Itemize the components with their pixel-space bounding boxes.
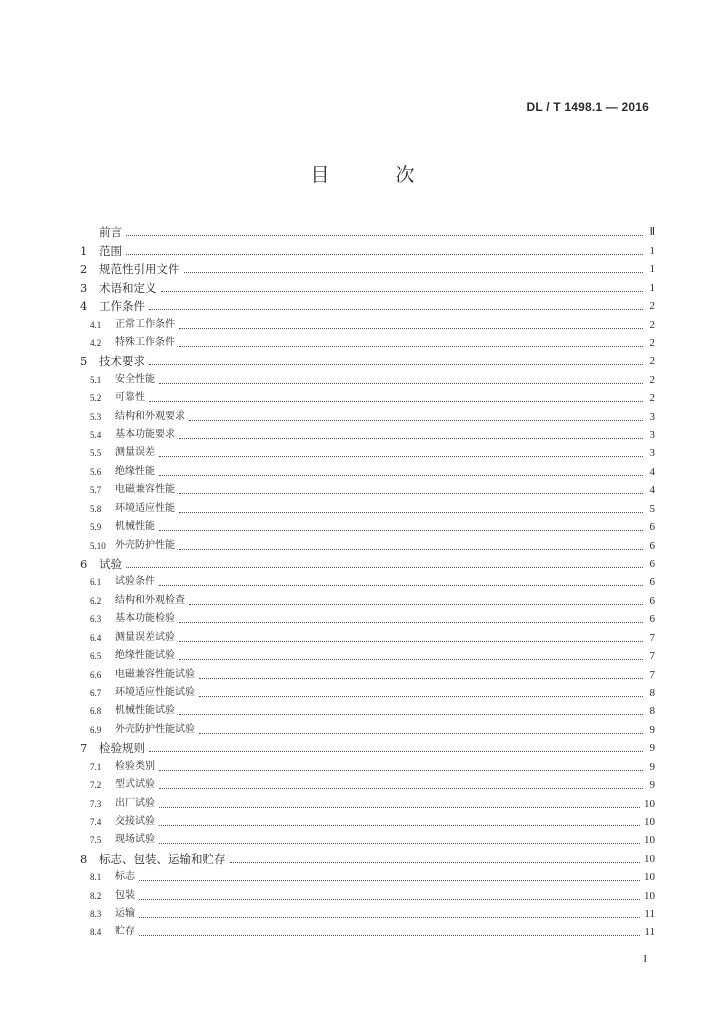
toc-entry[interactable]: [80, 460, 655, 478]
toc-entry-label: 试验条件: [115, 576, 155, 588]
footer-page-number: I: [643, 953, 647, 965]
toc-entry-label: 绝缘性能试验: [115, 650, 175, 662]
toc-entry-page: 2: [649, 300, 655, 313]
toc-entry[interactable]: [80, 626, 655, 644]
toc-entry-number: 3: [80, 280, 88, 295]
toc-entry-page: 10: [644, 852, 655, 865]
dot-leader: [159, 824, 640, 826]
toc-entry-page: 9: [649, 742, 655, 755]
toc-entry-number: 8.2: [90, 890, 102, 901]
dot-leader: [159, 455, 643, 457]
toc-entry-label: 出厂试验: [115, 797, 155, 809]
dot-leader: [199, 677, 643, 679]
toc-entry[interactable]: [80, 368, 655, 386]
toc-entry-label: 前言: [99, 225, 122, 240]
toc-entry-label: 结构和外观检查: [115, 594, 185, 606]
dot-leader: [179, 658, 643, 660]
toc-entry-label: 基本功能检验: [115, 613, 175, 625]
toc-entry[interactable]: [80, 608, 655, 626]
toc-entry-label: 外壳防护性能试验: [115, 723, 195, 735]
toc-entry-page: 10: [644, 815, 655, 828]
toc-entry-page: 6: [649, 521, 655, 534]
toc-entry-page: 6: [649, 613, 655, 626]
toc-entry-number: 5: [80, 354, 88, 369]
toc-entry[interactable]: [80, 258, 655, 276]
dot-leader: [179, 621, 643, 623]
toc-entry[interactable]: [80, 313, 655, 331]
toc-entry-page: 6: [649, 594, 655, 607]
toc-entry[interactable]: [80, 479, 655, 497]
toc-entry-page: 6: [649, 558, 655, 571]
dot-leader: [179, 548, 643, 550]
toc-entry-page: 2: [649, 355, 655, 368]
toc-entry-label: 电磁兼容性能试验: [115, 668, 195, 680]
toc-entry-label: 标志、包装、运输和贮存: [99, 851, 226, 866]
toc-entry-number: 5.1: [90, 374, 102, 385]
toc-entry[interactable]: [80, 700, 655, 718]
toc-entry[interactable]: [80, 921, 655, 939]
toc-entry-page: 10: [644, 871, 655, 884]
toc-entry-label: 正常工作条件: [115, 318, 175, 330]
toc-entry-number: 8.1: [90, 872, 102, 883]
dot-leader: [149, 400, 643, 402]
dot-leader: [159, 382, 643, 384]
dot-leader: [139, 879, 640, 881]
toc-entry[interactable]: [80, 332, 655, 350]
toc-entry-page: 2: [649, 373, 655, 386]
toc-entry-page: 7: [649, 650, 655, 663]
toc-entry-label: 机械性能试验: [115, 705, 175, 717]
toc-entry-page: 6: [649, 576, 655, 589]
toc-entry[interactable]: [80, 424, 655, 442]
dot-leader: [189, 603, 643, 605]
toc-entry[interactable]: [80, 442, 655, 460]
toc-entry[interactable]: [80, 553, 655, 571]
toc-entry-number: 5.7: [90, 485, 102, 496]
toc-entry-label: 试验: [99, 557, 122, 572]
toc-entry-number: 7: [80, 741, 88, 756]
toc-entry-page: 9: [649, 760, 655, 773]
toc-entry[interactable]: [80, 663, 655, 681]
toc-entry-page: 3: [649, 447, 655, 460]
dot-leader: [159, 529, 643, 531]
toc-entry-number: 6.2: [90, 595, 102, 606]
dot-leader: [139, 916, 640, 918]
toc-entry[interactable]: [80, 405, 655, 423]
toc-entry-page: 7: [649, 631, 655, 644]
toc-entry-page: 6: [649, 539, 655, 552]
toc-entry[interactable]: [80, 903, 655, 921]
toc-entry-page: 2: [649, 392, 655, 405]
toc-entry-label: 测量误差: [115, 447, 155, 459]
toc-entry-page: 5: [649, 502, 655, 515]
toc-entry-label: 测量误差试验: [115, 631, 175, 643]
dot-leader: [199, 732, 643, 734]
dot-leader: [126, 253, 643, 255]
toc-entry-number: 7.1: [90, 761, 102, 772]
toc-entry-label: 结构和外观要求: [115, 410, 185, 422]
toc-entry-number: 7.3: [90, 798, 102, 809]
toc-entry[interactable]: [80, 811, 655, 829]
standard-code: DL / T 1498.1 — 2016: [526, 100, 649, 114]
toc-entry-number: 6.1: [90, 577, 102, 588]
toc-entry[interactable]: [80, 387, 655, 405]
toc-entry-number: 7.4: [90, 816, 102, 827]
toc-entry-number: 7.2: [90, 780, 102, 791]
dot-leader: [179, 511, 643, 513]
dot-leader: [126, 234, 643, 236]
dot-leader: [149, 750, 643, 752]
toc-entry[interactable]: [80, 295, 655, 313]
toc-entry[interactable]: [80, 534, 655, 552]
toc-entry[interactable]: [80, 645, 655, 663]
toc-entry-number: 6.4: [90, 632, 102, 643]
toc-entry[interactable]: [80, 239, 655, 257]
dot-leader: [159, 584, 643, 586]
toc-entry-page: 4: [649, 465, 655, 478]
toc-entry-label: 检验规则: [99, 741, 145, 756]
dot-leader: [179, 345, 643, 347]
toc-entry-number: 5.3: [90, 411, 102, 422]
toc-entry-number: 5.6: [90, 466, 102, 477]
toc-entry-label: 贮存: [115, 926, 135, 938]
dot-leader: [159, 787, 643, 789]
toc-entry-page: 3: [649, 410, 655, 423]
toc-entry-number: 5.8: [90, 503, 102, 514]
toc-entry[interactable]: [80, 755, 655, 773]
dot-leader: [149, 363, 643, 365]
toc-entry-page: 10: [644, 889, 655, 902]
dot-leader: [179, 327, 643, 329]
toc-entry-label: 交接试验: [115, 815, 155, 827]
toc-entry-number: 5.10: [90, 540, 106, 551]
toc-entry[interactable]: [80, 847, 655, 865]
toc-entry-number: 5.4: [90, 430, 102, 441]
toc-entry-page: 10: [644, 834, 655, 847]
toc-entry[interactable]: [80, 774, 655, 792]
toc-entry-number: 7.5: [90, 835, 102, 846]
toc-entry-number: 6.7: [90, 687, 102, 698]
toc-entry-page: 8: [649, 705, 655, 718]
dot-leader: [179, 437, 643, 439]
toc-entry-number: 6: [80, 557, 88, 572]
toc-entry-page: 2: [649, 336, 655, 349]
toc-entry-label: 术语和定义: [99, 280, 157, 295]
toc-entry-label: 运输: [115, 908, 135, 920]
toc-entry-number: 4.2: [90, 337, 102, 348]
toc-entry-page: 2: [649, 318, 655, 331]
toc-entry[interactable]: [80, 884, 655, 902]
toc-entry[interactable]: [80, 350, 655, 368]
toc-entry-number: 5.5: [90, 448, 102, 459]
toc-entry-page: 1: [649, 281, 655, 294]
dot-leader: [230, 861, 641, 863]
toc-entry-number: 8.3: [90, 909, 102, 920]
dot-leader: [179, 492, 643, 494]
toc-entry-page: 3: [649, 429, 655, 442]
toc-entry[interactable]: [80, 571, 655, 589]
toc-entry-label: 工作条件: [99, 299, 145, 314]
page-title: 目 次: [310, 164, 445, 186]
toc-entry-number: 8: [80, 851, 88, 866]
toc-entry-number: 5.2: [90, 393, 102, 404]
toc-entry[interactable]: [80, 589, 655, 607]
toc-entry-number: 5.9: [90, 522, 102, 533]
toc-entry-page: 11: [644, 926, 655, 939]
toc-entry-number: 6.9: [90, 724, 102, 735]
toc-entry-number: 4.1: [90, 319, 102, 330]
dot-leader: [159, 842, 640, 844]
toc-entry[interactable]: [80, 718, 655, 736]
toc-entry-label: 技术要求: [99, 354, 145, 369]
toc-entry-label: 安全性能: [115, 373, 155, 385]
dot-leader: [159, 769, 643, 771]
toc-entry-label: 电磁兼容性能: [115, 484, 175, 496]
toc-entry-page: 1: [649, 263, 655, 276]
toc-entry-label: 现场试验: [115, 834, 155, 846]
dot-leader: [159, 474, 643, 476]
toc-entry-number: 6.3: [90, 614, 102, 625]
toc-entry-page: Ⅱ: [649, 226, 655, 239]
toc-entry-page: 9: [649, 723, 655, 736]
dot-leader: [184, 271, 644, 273]
toc-entry-label: 规范性引用文件: [99, 262, 180, 277]
dot-leader: [179, 640, 643, 642]
toc-entry-label: 特殊工作条件: [115, 336, 175, 348]
toc-entry-page: 8: [649, 686, 655, 699]
toc-entry-number: 6.8: [90, 706, 102, 717]
dot-leader: [189, 419, 643, 421]
toc-entry-page: 1: [649, 244, 655, 257]
toc-entry[interactable]: [80, 866, 655, 884]
toc-entry-page: 9: [649, 779, 655, 792]
table-of-contents: [80, 221, 655, 939]
toc-entry[interactable]: [80, 682, 655, 700]
toc-entry-label: 包装: [115, 889, 135, 901]
toc-entry-number: 4: [80, 299, 88, 314]
toc-entry-number: 1: [80, 243, 88, 258]
toc-entry-page: 4: [649, 484, 655, 497]
toc-entry-label: 环境适应性能试验: [115, 686, 195, 698]
toc-entry-number: 2: [80, 262, 88, 277]
toc-entry-number: 6.6: [90, 669, 102, 680]
toc-entry[interactable]: [80, 792, 655, 810]
dot-leader: [126, 566, 643, 568]
toc-entry-page: 10: [644, 797, 655, 810]
dot-leader: [139, 898, 640, 900]
toc-entry-label: 机械性能: [115, 521, 155, 533]
toc-entry[interactable]: [80, 497, 655, 515]
toc-entry[interactable]: [80, 516, 655, 534]
dot-leader: [149, 308, 643, 310]
toc-entry-label: 标志: [115, 871, 135, 883]
dot-leader: [161, 290, 644, 292]
dot-leader: [139, 934, 640, 936]
toc-entry[interactable]: [80, 221, 655, 239]
dot-leader: [199, 695, 643, 697]
toc-entry-number: 6.5: [90, 651, 102, 662]
toc-entry[interactable]: [80, 276, 655, 294]
toc-entry-label: 检验类别: [115, 760, 155, 772]
toc-entry[interactable]: [80, 829, 655, 847]
toc-entry-page: 7: [649, 668, 655, 681]
toc-entry-label: 外壳防护性能: [115, 539, 175, 551]
toc-entry-label: 环境适应性能: [115, 502, 175, 514]
dot-leader: [179, 713, 643, 715]
toc-entry[interactable]: [80, 737, 655, 755]
toc-entry-label: 范围: [99, 243, 122, 258]
dot-leader: [159, 806, 640, 808]
toc-entry-page: 11: [644, 908, 655, 921]
toc-entry-label: 绝缘性能: [115, 465, 155, 477]
toc-entry-label: 型式试验: [115, 779, 155, 791]
toc-entry-number: 8.4: [90, 927, 102, 938]
toc-entry-label: 基本功能要求: [115, 429, 175, 441]
toc-entry-label: 可靠性: [115, 392, 145, 404]
